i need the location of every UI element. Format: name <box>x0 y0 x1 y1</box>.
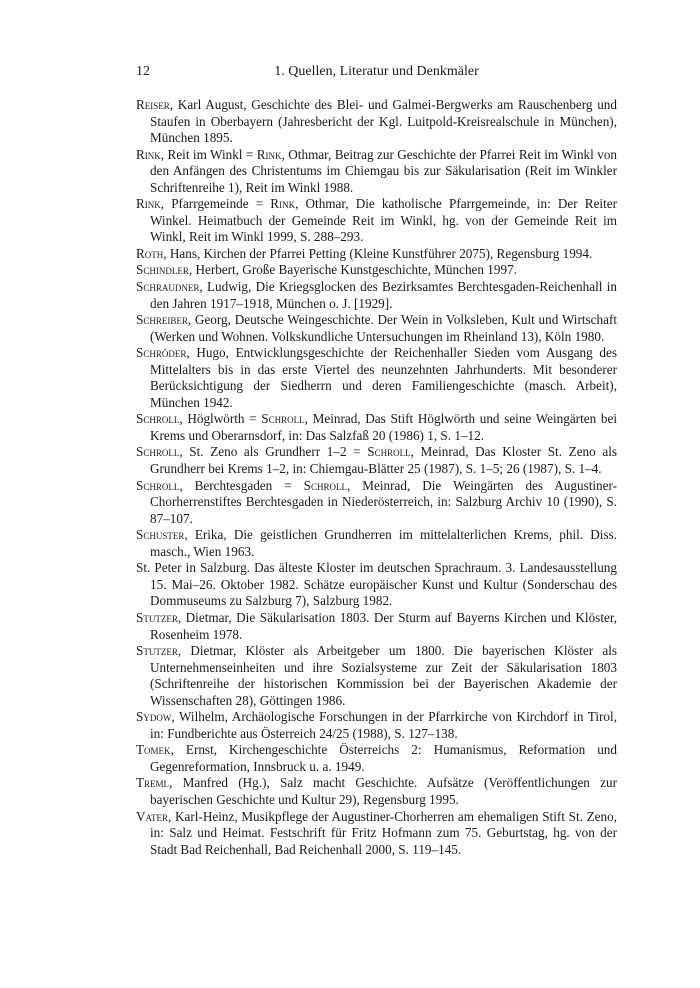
bibliography-entry <box>136 742 617 775</box>
bibliography-entry <box>136 809 617 859</box>
entry-text: St. Peter in Salzburg. Das älteste Kloster im deutschen Sprachraum. 3. Landesausstellung 15. Mai–26. Oktober 1982. Schätze europäischer Kunst und Kultur (Sonderschau des Dommuseums zu Salzburg 7), Salzburg 1982. <box>136 560 617 609</box>
bibliography-entry <box>136 610 617 643</box>
bibliography-entry <box>136 478 617 528</box>
entry-author-repeat: Rink <box>256 146 282 162</box>
entry-text: , Ernst, Kirchengeschichte Österreichs 2: Humanismus, Reformation und Gegenreformation, Innsbruck u. a. 1949. <box>150 742 617 774</box>
entry-author-repeat: Rink <box>270 196 296 212</box>
entry-author: Reiser <box>136 97 170 112</box>
entry-text-continued: , Meinrad, Die Weingärten des Augustiner-Chorherrenstiftes Berchtesgaden in Niederösterreich, in: Salzburg Archiv 10 (1990), S. 87–107. <box>150 477 618 526</box>
entry-author: Rink <box>136 196 161 212</box>
entry-text: , Georg, Deutsche Weingeschichte. Der Wein in Volksleben, Kult und Wirtschaft (Werken und Wohnen. Volkskundliche Untersuchungen im Rheinland 13), Köln 1980. <box>150 312 617 344</box>
entry-author: Schroll <box>136 411 180 427</box>
running-head: 1. Quellen, Literatur und Denkmäler <box>274 64 479 79</box>
entry-text: , Karl August, Geschichte des Blei- und Galmei-Bergwerks am Rauschenberg und Staufen in Oberbayern (Jahresbericht der Kgl. Luitpold-Kreisrealschule in München), München 1895. <box>150 97 617 146</box>
bibliography-entry <box>136 312 617 345</box>
entry-author: Stutzer <box>136 609 178 625</box>
bibliography-entry <box>136 527 617 560</box>
entry-author-repeat: Schroll <box>261 411 305 427</box>
bibliography-entry <box>136 345 617 411</box>
entry-text-continued: , Othmar, Die katholische Pfarrgemeinde, in: Der Reiter Winkel. Heimatbuch der Gemeinde Reit im Winkl, hg. von der Gemeinde Reit im Winkl, Reit im Winkl 1999, S. 288–293. <box>150 196 618 245</box>
entry-author: Schreiber <box>136 312 188 328</box>
entry-author: Treml <box>136 775 170 791</box>
page-number: 12 <box>136 64 150 79</box>
entry-text: , Ludwig, Die Kriegsglocken des Bezirksamtes Berchtesgaden-Reichenhall in den Jahren 1917–1918, München o. J. [1929]. <box>150 279 617 311</box>
entry-text: , Erika, Die geistlichen Grundherren im mittelalterlichen Krems, phil. Diss. masch., Wien 1963. <box>150 527 617 559</box>
bibliography-entry <box>136 147 617 197</box>
bibliography-list <box>136 97 617 858</box>
entry-text: , Pfarrgemeinde = <box>160 196 271 212</box>
entry-author: Schindler <box>136 262 189 278</box>
bibliography-entry <box>136 643 617 709</box>
entry-author: Vater <box>136 808 169 824</box>
entry-text-continued: , Meinrad, Das Stift Höglwörth und seine Weingärten bei Krems und Oberarnsdorf, in: Das Salzfaß 20 (1986) 1, S. 1–12. <box>150 411 617 443</box>
entry-author: Rink <box>136 146 161 162</box>
entry-text: , Dietmar, Die Säkularisation 1803. Der Sturm auf Bayerns Kirchen und Klöster, Rosenheim 1978. <box>150 609 617 642</box>
entry-text: , Karl-Heinz, Musikpflege der Augustiner-Chorherren am ehemaligen Stift St. Zeno, in: Salz und Heimat. Festschrift für Fritz Hofmann zum 75. Geburtstag, hg. von der Stadt Bad Reichenhall, Bad Reichenhall 2000, S. 119–145. <box>150 808 617 857</box>
entry-author: Schuster <box>136 527 185 543</box>
entry-author: Schroll <box>136 477 180 493</box>
bibliography-entry <box>136 196 617 246</box>
entry-author-repeat: Schroll <box>303 477 347 493</box>
page-header <box>136 63 617 81</box>
entry-text: , Hans, Kirchen der Pfarrei Petting (Kleine Kunstführer 2075), Regensburg 1994. <box>163 245 593 261</box>
entry-author: Schraudner <box>136 279 200 295</box>
entry-text: , Hugo, Entwicklungsgeschichte der Reichenhaller Sieden vom Ausgang des Mittelalters bis in das erste Viertel des neunzehnten Jahrhunderts. Mit besonderer Berücksichtigung der Siedherrn und deren Familiengeschichte (masch. Arbeit), München 1942. <box>150 345 617 410</box>
entry-text: , Höglwörth = <box>179 411 262 427</box>
bibliography-entry <box>136 246 617 263</box>
entry-text: , Reit im Winkl = <box>160 146 257 162</box>
entry-text: , Berchtesgaden = <box>179 477 304 493</box>
entry-text: , St. Zeno als Grundherr 1–2 = <box>179 444 368 460</box>
entry-text: , Dietmar, Klöster als Arbeitgeber um 1800. Die bayerischen Klöster als Unternehmenseinheiten und ihre Sozialsysteme zur Zeit der Säkularisation 1803 (Schriftenreihe der historischen Kommission bei der Bayerischen Akademie der Wissenschaften 28), Göttingen 1986. <box>150 643 617 708</box>
entry-text-continued: , Meinrad, Das Kloster St. Zeno als Grundherr bei Krems 1–2, in: Chiemgau-Blätter 25 (1987), S. 1–5; 26 (1987), S. 1–4. <box>150 444 618 477</box>
entry-author: Schröder <box>136 345 187 361</box>
entry-author: Tomek <box>136 742 171 758</box>
entry-author-repeat: Schroll <box>367 444 411 460</box>
bibliography-entry <box>136 444 617 477</box>
entry-author: Stutzer <box>136 643 178 659</box>
bibliography-entry <box>136 279 617 312</box>
bibliography-entry <box>136 775 617 808</box>
entry-author: Sydow <box>136 709 172 725</box>
bibliography-entry <box>136 262 617 279</box>
entry-text: , Wilhelm, Archäologische Forschungen in der Pfarrkirche von Kirchdorf in Tirol, in: Fundberichte aus Österreich 24/25 (1988), S. 127–138. <box>150 709 617 741</box>
entry-author: Schroll <box>136 444 180 460</box>
entry-author: Roth <box>136 245 164 261</box>
bibliography-entry <box>136 560 617 610</box>
entry-text: , Herbert, Große Bayerische Kunstgeschichte, München 1997. <box>188 262 517 278</box>
bibliography-entry <box>136 411 617 444</box>
entry-text-continued: , Othmar, Beitrag zur Geschichte der Pfarrei Reit im Winkl von den Anfängen des Christentums im Chiemgau bis zur Säkularisation (Reit im Winkler Schriftenreihe 1), Reit im Winkl 1988. <box>150 146 618 195</box>
bibliography-entry <box>136 97 617 147</box>
bibliography-entry <box>136 709 617 742</box>
entry-text: , Manfred (Hg.), Salz macht Geschichte. Aufsätze (Veröffentlichungen zur bayerischen Geschichte und Kultur 29), Regensburg 1995. <box>150 775 617 807</box>
